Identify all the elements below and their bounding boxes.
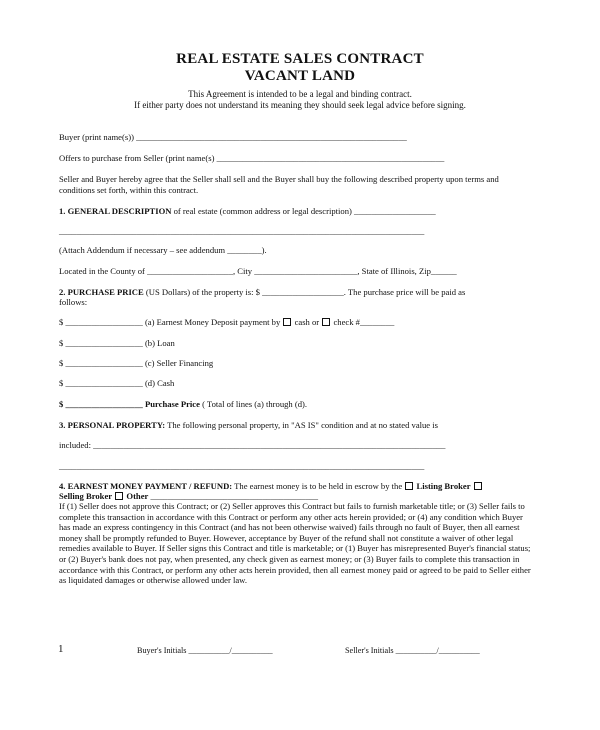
personal-property-included-field[interactable]: included: __________________________________________________________________________________ [59, 440, 446, 450]
cash-label: cash or [294, 317, 320, 327]
sellers-initials-field[interactable]: Seller's Initials __________/__________ [345, 646, 480, 655]
earnest-money-row [59, 317, 539, 328]
general-description-field[interactable]: of real estate (common address or legal description) ___________________ [171, 206, 436, 216]
general-description-heading: 1. GENERAL DESCRIPTION [59, 206, 172, 216]
listing-broker-checkbox[interactable] [405, 482, 413, 490]
buyer-name-field[interactable]: Buyer (print name(s)) _______________________________________________________________ [59, 132, 407, 142]
agreement-text-line-2: conditions set forth, within this contract. [59, 185, 199, 195]
personal-property-text: The following personal property, in "AS IS" condition and at no stated value is [165, 420, 439, 430]
document-title: REAL ESTATE SALES CONTRACT [176, 51, 424, 67]
personal-property-heading: 3. PERSONAL PROPERTY: [59, 420, 166, 430]
earnest-money-amount-field[interactable]: $ __________________ (a) Earnest Money Deposit payment by [59, 317, 281, 327]
location-line[interactable]: Located in the County of ____________________, City ________________________, State of Illinois, Zip______ [59, 266, 457, 276]
seller-name-field[interactable]: Offers to purchase from Seller (print name(s) _____________________________________________________ [59, 153, 445, 163]
other-label: Other [126, 491, 149, 501]
purchase-price-total-label: Purchase Price [144, 399, 200, 409]
intro-line-1: This Agreement is intended to be a legal and binding contract. [188, 89, 412, 99]
earnest-money-terms: If (1) Seller does not approve this Contract; or (2) Seller approves this Contract but fails to furnish marketable title; or (3) Seller fails to complete this transaction in accordance with this Contract or perform any other acts herein provided; or (4) any condition which Buyer has made an express contingency in this Contract (and has not been otherwise waived) fails through no fault of Buyer, then all earnest money shall be promptly refunded to Buyer. However, acceptance by Buyer of the refund shall not constitute a waiver of other legal remedies available to Buyer. If Seller signs this Contract and title is marketable; or (1) Buyer has misrepresented Buyer's financial status; or (2) Buyer's bank does not pay, when presented, any check given as earnest money; or (3) Buyer fails to complete this transaction in accordance with this Contract, or perform any other acts herein provided, then all earnest money paid or agreed to be paid to Seller either as liquidated damages or otherwise allowed under law. [59, 501, 531, 586]
cash-row[interactable]: $ __________________ (d) Cash [59, 378, 175, 388]
intro-line-2: If either party does not understand its meaning they should seek legal advice before signing. [134, 100, 466, 110]
purchase-price-follows: follows: [59, 297, 88, 307]
check-checkbox[interactable] [322, 318, 330, 326]
description-blank-line[interactable]: _____________________________________________________________________________________ [59, 226, 425, 236]
personal-property-blank-line[interactable]: _____________________________________________________________________________________ [59, 461, 425, 471]
selling-broker-checkbox-a[interactable] [474, 482, 482, 490]
seller-financing-row[interactable]: $ __________________ (c) Seller Financing [59, 358, 214, 368]
cash-checkbox[interactable] [283, 318, 291, 326]
listing-broker-label: Listing Broker [416, 481, 471, 491]
other-checkbox[interactable] [115, 492, 123, 500]
general-description-line [59, 206, 539, 217]
other-field[interactable]: _______________________________________ [148, 491, 319, 501]
personal-property-line [59, 420, 539, 431]
loan-row[interactable]: $ __________________ (b) Loan [59, 338, 175, 348]
agreement-text-line-1: Seller and Buyer hereby agree that the Seller shall sell and the Buyer shall buy the following described property upon terms and [59, 174, 499, 184]
purchase-price-total-row [59, 399, 539, 410]
selling-broker-label: Selling Broker [59, 491, 113, 501]
document-subtitle: VACANT LAND [244, 68, 356, 84]
buyers-initials-field[interactable]: Buyer's Initials __________/__________ [137, 646, 273, 655]
purchase-price-total-note: ( Total of lines (a) through (d). [199, 399, 308, 409]
purchase-price-total-field[interactable]: $ __________________ [59, 399, 143, 409]
page-number: 1 [58, 643, 64, 655]
purchase-price-field[interactable]: (US Dollars) of the property is: $ ___________________. The purchase price will be paid as [143, 287, 466, 297]
check-number-field[interactable]: check #________ [333, 317, 395, 327]
earnest-money-escrow-text: The earnest money is to be held in escrow by the [232, 481, 403, 491]
purchase-price-heading: 2. PURCHASE PRICE [59, 287, 144, 297]
earnest-money-heading: 4. EARNEST MONEY PAYMENT / REFUND: [59, 481, 233, 491]
addendum-line[interactable]: (Attach Addendum if necessary – see addendum ________). [59, 245, 267, 255]
